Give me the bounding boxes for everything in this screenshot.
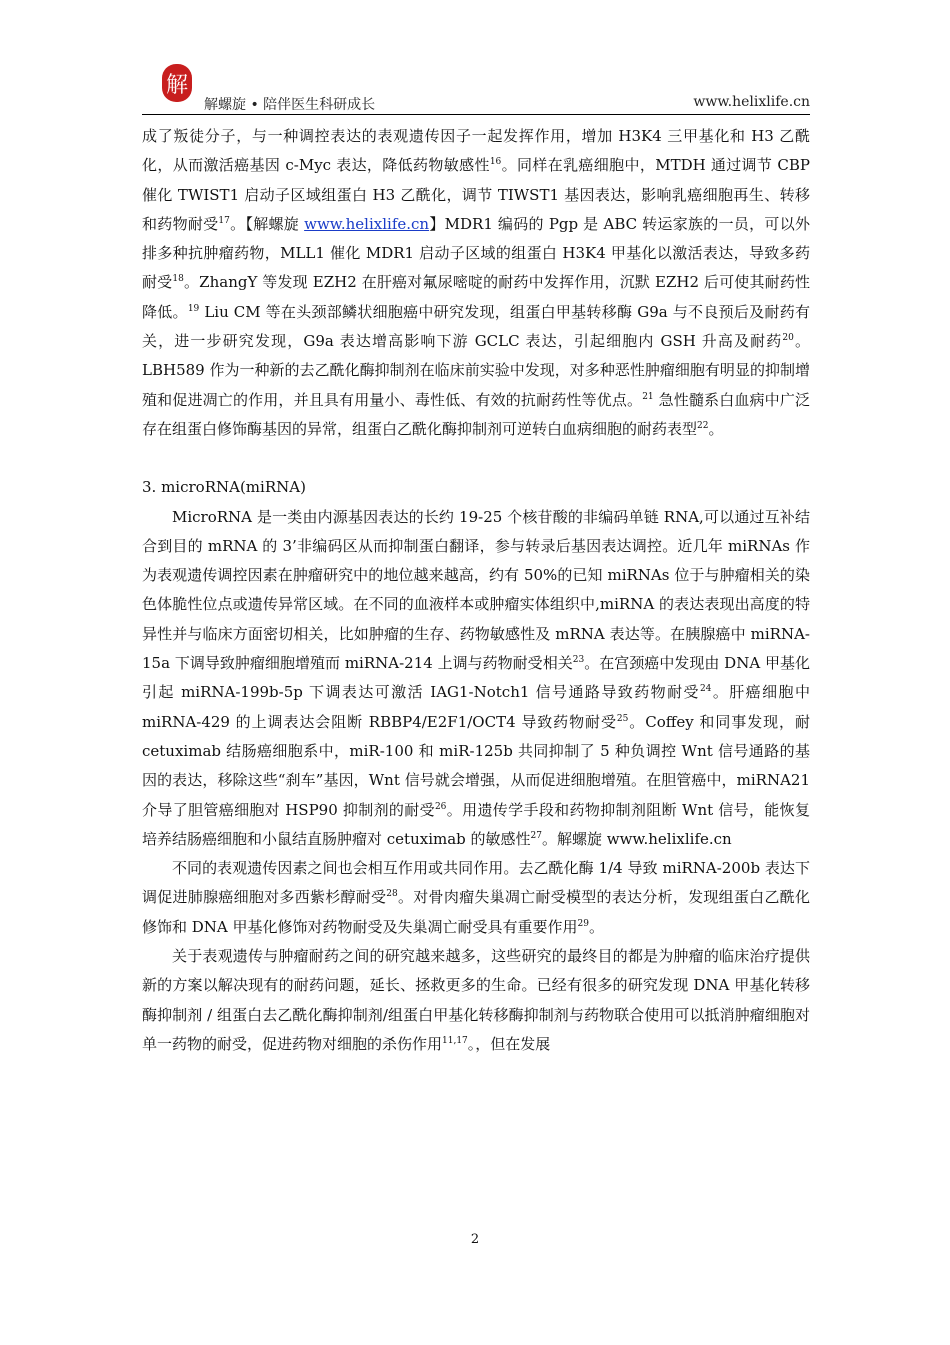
- citation: 11,17: [442, 1035, 468, 1046]
- citation: 20: [782, 333, 794, 344]
- page-header: [142, 62, 810, 114]
- paragraph-histone: 成了叛徒分子，与一种调控表达的表观遗传因子一起发挥作用，增加 H3K4 三甲基化和 H3 乙酰化，从而激活癌基因 c-Myc 表达，降低药物敏感性$^{16}$。同样在乳癌细胞中，MTDH 通过调节 CBP 催化 TWIST1 启动子区域组蛋白 H3 乙酰化，调节 TIWST1 基因表达，影响乳癌细胞再生、转移和药物耐受$^{17}$。【解螺旋 www.helixlife.cn】MDR1 编码的 Pgp 是 ABC 转运家族的一员，可以外排多种抗肿瘤药物，MLL1 催化 MDR1 启动子区域的组蛋白 H3K4 甲基化以激活表达，导致多药耐受$^{18}$。ZhangY 等发现 EZH2 在肝癌对氟尿嘧啶的耐药中发挥作用，沉默 EZH2 后可使其耐药性降低。$^{19}$ Liu CM 等在头颈部鳞状细胞癌中研究发现，组蛋白甲基转移酶 G9a 与不良预后及耐药有关，进一步研究发现，G9a 表达增高影响下游 GCLC 表达，引起细胞内 GSH 升高及耐药$^{20}$。LBH589 作为一种新的去乙酰化酶抑制剂在临床前实验中发现，对多种恶性肿瘤细胞有明显的抑制增殖和促进凋亡的作用，并且具有用量小、毒性低、有效的抗耐药性等优点。$^{21}$ 急性髓系白血病中广泛存在组蛋白修饰酶基因的异常，组蛋白乙酰化酶抑制剂可逆转白血病细胞的耐药表型$^{22}$。: [142, 127, 810, 438]
- header-rule: [142, 114, 810, 115]
- paragraph-outlook: 关于表观遗传与肿瘤耐药之间的研究越来越多，这些研究的最终目的都是为肿瘤的临床治疗提供新的方案以解决现有的耐药问题，延长、拯救更多的生命。已经有很多的研究发现 DNA 甲基化转移酶抑制剂 / 组蛋白去乙酰化酶抑制剂/组蛋白甲基化转移酶抑制剂与药物联合使用可以抵消肿瘤细胞对单一药物的耐受，促进药物对细胞的杀伤作用$^{11,17}$。，但在发展: [142, 947, 810, 1053]
- site-url[interactable]: www.helixlife.cn: [693, 94, 810, 110]
- svg-text:解: 解: [165, 73, 189, 98]
- citation: 16: [489, 157, 502, 168]
- citation: 23: [572, 655, 585, 666]
- seal-logo-icon: [158, 62, 198, 106]
- citation: 28: [386, 889, 398, 900]
- citation: 24: [699, 684, 712, 695]
- citation: 27: [530, 830, 542, 841]
- section-heading: 3. microRNA(miRNA): [142, 478, 306, 497]
- helixlife-link[interactable]: www.helixlife.cn: [304, 214, 430, 233]
- citation: 19: [187, 303, 200, 314]
- citation: 21: [642, 391, 654, 402]
- citation: 22: [697, 420, 709, 431]
- brand-tagline: 解螺旋 • 陪伴医生科研成长: [204, 97, 376, 113]
- document-body: [142, 122, 810, 1059]
- citation: 17: [218, 215, 230, 226]
- paragraph-mirna: MicroRNA 是一类由内源基因表达的长约 19-25 个核苷酸的非编码单链 RNA,可以通过互补结合到目的 mRNA 的 3’非编码区从而抑制蛋白翻译，参与转录后基因表达调控。近几年 miRNAs 作为表观遗传调控因素在肿瘤研究中的地位越来越高，约有 50%的已知 miRNAs 位于与肿瘤相关的染色体脆性位点或遗传异常区域。在不同的血液样本或肿瘤实体组织中,miRNA 的表达表现出高度的特异性并与临床方面密切相关，比如肿瘤的生存、药物敏感性及 mRNA 表达等。在胰腺癌中 miRNA-15a 下调导致肿瘤细胞增殖而 miRNA-214 上调与药物耐受相关$^{23}$。在宫颈癌中发现由 DNA 甲基化引起 miRNA-199b-5p 下调表达可激活 IAG1-Notch1 信号通路导致药物耐受$^{24}$。肝癌细胞中 miRNA-429 的上调表达会阻断 RBBP4/E2F1/OCT4 导致药物耐受$^{25}$。Coffey 和同事发现，耐 cetuximab 结肠癌细胞系中，miR-100 和 miR-125b 共同抑制了 5 种负调控 Wnt 信号通路的基因的表达，移除这些“刹车”基因，Wnt 信号就会增强，从而促进细胞增殖。在胆管癌中，miRNA21 介导了胆管癌细胞对 HSP90 抑制剂的耐受$^{26}$。用遗传学手段和药物抑制剂阻断 Wnt 信号，能恢复培养结肠癌细胞和小鼠结直肠肿瘤对 cetuximab 的敏感性$^{27}$。解螺旋 www.helixlife.cn: [142, 507, 810, 848]
- citation: 25: [616, 713, 629, 724]
- citation: 18: [172, 274, 184, 285]
- citation: 26: [434, 801, 447, 812]
- paragraph-interaction: 不同的表观遗传因素之间也会相互作用或共同作用。去乙酰化酶 1/4 导致 miRNA-200b 表达下调促进肺腺癌细胞对多西紫杉醇耐受$^{28}$。对骨肉瘤失巢凋亡耐受模型的表达分析，发现组蛋白乙酰化修饰和 DNA 甲基化修饰对药物耐受及失巢凋亡耐受具有重要作用$^{29}$。: [142, 859, 810, 936]
- citation: 29: [577, 918, 589, 929]
- page-number: 2: [470, 1232, 480, 1247]
